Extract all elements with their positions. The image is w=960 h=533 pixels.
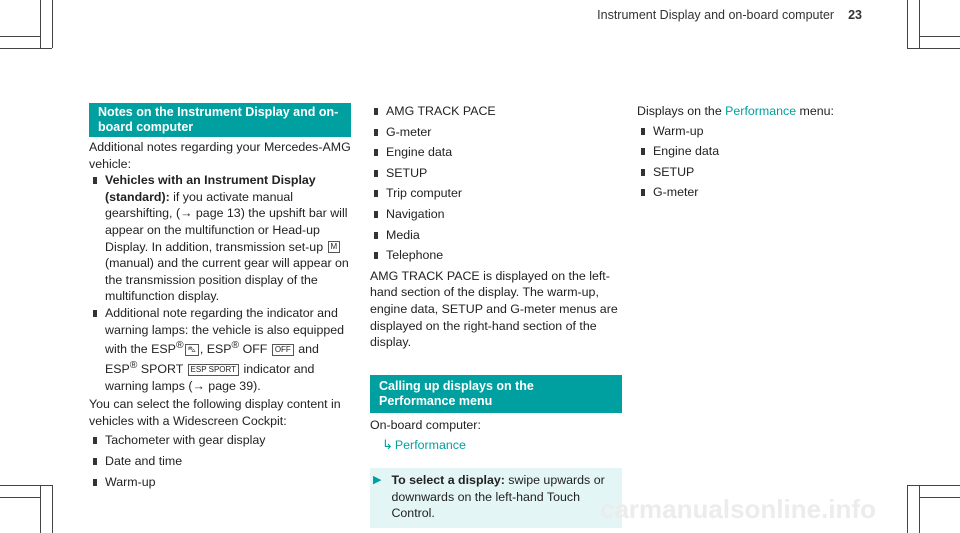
list-item: Date and time (89, 453, 351, 470)
esp-sport-icon: ESP SPORT (188, 364, 240, 376)
menu-path-performance[interactable]: Performance (394, 438, 466, 453)
step-title: To select a display: (391, 472, 505, 487)
list-item: SETUP (637, 164, 887, 181)
section-heading-notes: Notes on the Instrument Display and on-board computer (89, 103, 351, 137)
bullet-indicator-lamps (89, 305, 351, 394)
registered-mark: ® (175, 340, 184, 352)
crop-mark (52, 485, 53, 533)
list-item: Trip computer (370, 185, 622, 202)
step-text: swipe upwards or downwards on the left-hand Touch Control. (391, 472, 605, 521)
registered-mark: ® (129, 359, 138, 371)
column-middle (370, 103, 622, 528)
bullet-text: ) the upshift bar will appear on the multifunction or Head-up Display. In addition, transmission set-up (105, 206, 348, 254)
list-item: Navigation (370, 206, 622, 223)
crop-mark (907, 485, 908, 533)
crop-mark (907, 48, 960, 49)
bullet-text: ). (253, 378, 261, 393)
bullet-text: Additional note regarding the indicator and warning lamps: the vehicle is also equipped with the ESP (105, 305, 345, 357)
display-paragraph: AMG TRACK PACE is displayed on the left-hand section of the display. The warm-up, engine data, SETUP and G-meter menus are displayed on the right-hand section of the display. (370, 268, 618, 350)
column-left (89, 103, 351, 494)
crop-mark (907, 0, 908, 48)
bullet-text: if you activate manual gearshifting, ( (105, 189, 294, 221)
manual-m-icon: M (328, 241, 341, 253)
performance-intro (637, 103, 887, 120)
intro-text: menu: (796, 104, 834, 118)
performance-link[interactable]: Performance (725, 104, 797, 118)
list-item: Tachometer with gear display (89, 432, 351, 449)
intro-text: Displays on the (637, 104, 726, 118)
list-item: Engine data (637, 143, 887, 160)
bullet-text: OFF (239, 342, 271, 357)
esp-off-icon: OFF (272, 344, 294, 356)
list-item: AMG TRACK PACE (370, 103, 622, 120)
crop-mark (0, 36, 40, 37)
bullet-text: (manual) and the current gear will appear on the transmission position display of the multifunction display. (105, 256, 349, 304)
list-item: Engine data (370, 144, 622, 161)
step-text-wrap (381, 472, 622, 522)
bullet-title: Vehicles with an Instrument Display (standard): (105, 173, 316, 204)
instruction-step (370, 468, 622, 528)
column-right (637, 103, 887, 205)
list-item: G-meter (637, 184, 887, 201)
list-item: Warm-up (637, 123, 887, 140)
bullet-text: SPORT (137, 361, 187, 376)
crop-mark (40, 0, 41, 48)
crop-mark (52, 0, 53, 48)
bullet-text: and ESP (105, 342, 319, 376)
crop-mark (0, 497, 40, 498)
bullet-text: , ESP (199, 342, 232, 357)
display-list (370, 103, 622, 264)
esp-car-icon: ⛍ (185, 344, 199, 356)
bullet-text: indicator and warning lamps ( (105, 361, 315, 393)
menu-path (370, 437, 622, 454)
crop-mark (40, 485, 41, 533)
bullet-instrument-display (89, 172, 351, 305)
crop-mark (919, 36, 960, 37)
page-ref-link[interactable]: → page 39 (192, 378, 254, 393)
crop-mark (0, 48, 52, 49)
list-item: SETUP (370, 165, 622, 182)
crop-mark (907, 485, 960, 486)
page-ref-link[interactable]: → page 13 (180, 206, 241, 221)
return-arrow-icon: ↳ (382, 437, 393, 453)
watermark: carmanualsonline.info (600, 494, 876, 524)
crop-mark (919, 485, 920, 533)
list-item: G-meter (370, 124, 622, 141)
onboard-label: On-board computer: (370, 417, 481, 432)
step-triangle-icon: ▶ (373, 473, 382, 486)
list-item: Media (370, 227, 622, 244)
widescreen-list (89, 432, 351, 490)
page-header (597, 8, 862, 22)
list-item: Warm-up (89, 474, 351, 491)
list-item: Telephone (370, 247, 622, 264)
crop-mark (919, 0, 920, 48)
crop-mark (919, 497, 960, 498)
registered-mark: ® (231, 340, 240, 352)
performance-list (637, 123, 887, 201)
crop-mark (0, 485, 52, 486)
page-number: 23 (848, 8, 862, 22)
section-heading-performance: Calling up displays on the Performance menu (370, 375, 622, 413)
header-title: Instrument Display and on-board computer (597, 8, 835, 22)
intro-text: Additional notes regarding your Mercedes-AMG vehicle: (89, 140, 351, 171)
widescreen-intro: You can select the following display content in vehicles with a Widescreen Cockpit: (89, 397, 341, 428)
